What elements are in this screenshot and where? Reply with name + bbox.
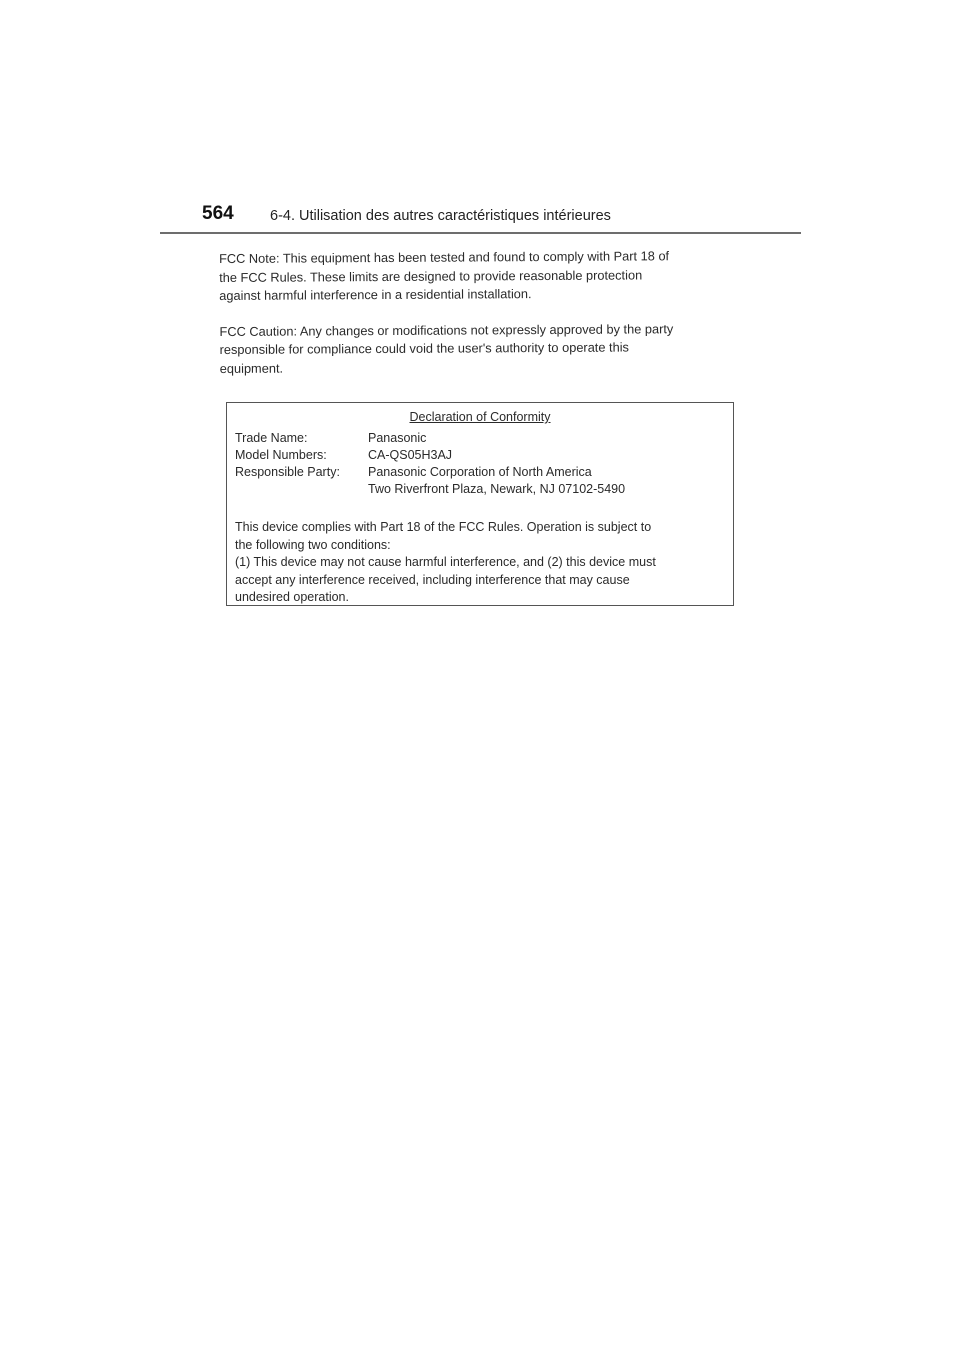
responsible-party-row	[235, 464, 592, 482]
responsible-party-address: Two Riverfront Plaza, Newark, NJ 07102-5490	[368, 482, 626, 496]
condition-line: This device complies with Part 18 of the FCC Rules. Operation is subject to	[235, 520, 652, 534]
fcc-note-line: FCC Note: This equipment has been tested and found to comply with Part 18 of	[219, 248, 670, 266]
section-title: 6-4. Utilisation des autres caractéristiques intérieures	[270, 208, 611, 224]
trade-name-row	[235, 430, 426, 448]
condition-line: (1) This device may not cause harmful interference, and (2) this device must	[235, 555, 656, 569]
fcc-caution-line: FCC Caution: Any changes or modifications not expressly approved by the party	[219, 320, 674, 339]
responsible-party-label: Responsible Party:	[235, 465, 340, 479]
responsible-party-address-row	[235, 481, 625, 499]
trade-name-value: Panasonic	[368, 431, 427, 445]
condition-line: undesired operation.	[235, 590, 349, 604]
fcc-caution-line: responsible for compliance could void the user's authority to operate this	[219, 339, 629, 357]
model-label: Model Numbers:	[235, 448, 327, 462]
model-value: CA-QS05H3AJ	[368, 448, 453, 462]
header-divider	[160, 232, 801, 234]
fcc-caution	[219, 319, 739, 378]
declaration-of-conformity-box	[226, 402, 734, 606]
fcc-caution-line: equipment.	[219, 360, 284, 376]
trade-name-label: Trade Name:	[235, 431, 308, 445]
condition-line: accept any interference received, including interference that may cause	[235, 572, 630, 587]
fcc-note-line: the FCC Rules. These limits are designed to provide reasonable protection	[219, 266, 643, 285]
compliance-conditions	[235, 519, 656, 607]
condition-line: the following two conditions:	[235, 537, 391, 552]
declaration-title: Declaration of Conformity	[409, 410, 551, 424]
fcc-notice-scan	[219, 247, 740, 395]
model-row	[235, 447, 452, 465]
page-header	[160, 203, 801, 235]
fcc-note	[219, 247, 739, 306]
page-number: 564	[202, 203, 234, 224]
responsible-party-value: Panasonic Corporation of North America	[368, 465, 592, 479]
fcc-note-line: against harmful interference in a residential installation.	[219, 286, 532, 303]
